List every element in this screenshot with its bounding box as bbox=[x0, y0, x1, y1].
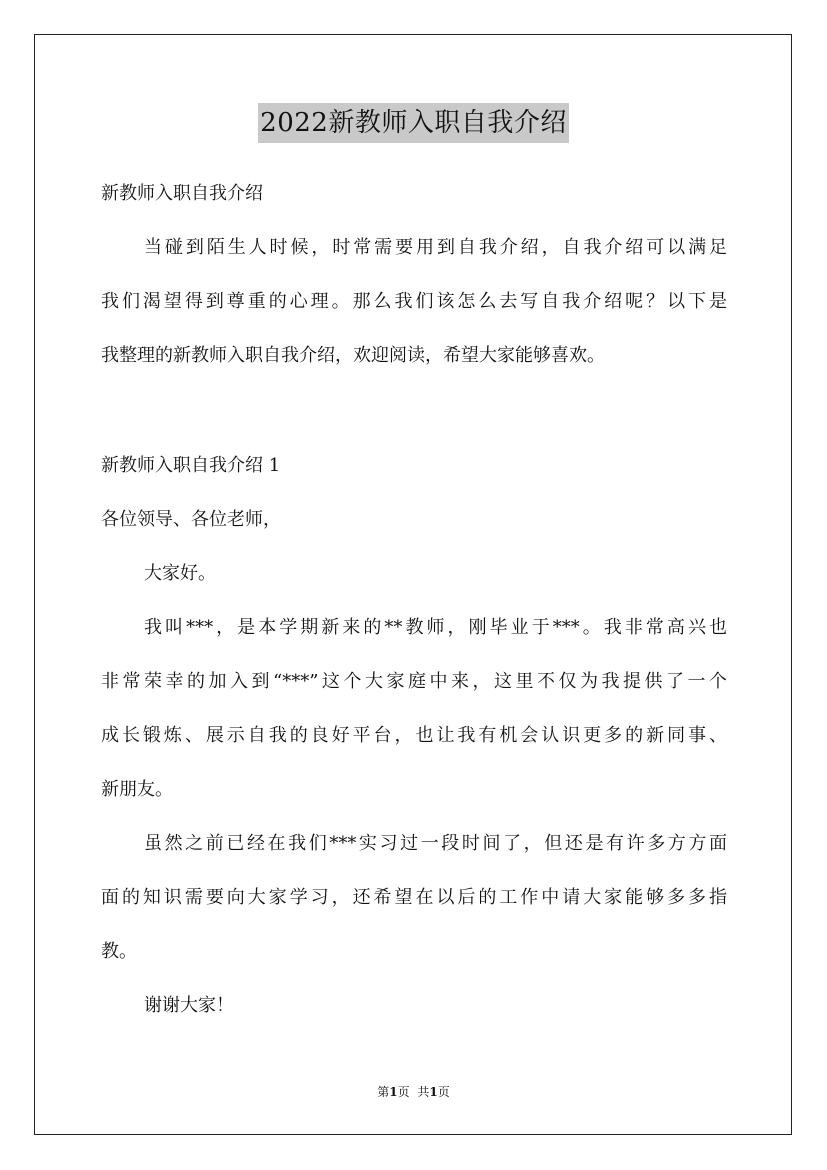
para1-line-1: 我叫***，是本学期新来的**教师，刚毕业于***。我非常高兴也 bbox=[144, 617, 727, 638]
para2-line-1: 虽然之前已经在我们***实习过一段时间了，但还是有许多方方面 bbox=[144, 833, 727, 854]
intro-heading: 新教师入职自我介绍 bbox=[101, 183, 263, 204]
para1-line-3: 成长锻炼、展示自我的良好平台，也让我有机会认识更多的新同事、 bbox=[101, 725, 727, 746]
footer-total-number: 1 bbox=[429, 1085, 438, 1099]
footer-total-prefix: 共 bbox=[417, 1085, 430, 1099]
intro-line-3: 我整理的新教师入职自我介绍，欢迎阅读，希望大家能够喜欢。 bbox=[101, 345, 605, 366]
footer-page-suffix: 页 bbox=[397, 1085, 410, 1099]
para2-line-2: 面的知识需要向大家学习，还希望在以后的工作中请大家能够多多指 bbox=[101, 887, 727, 908]
footer-total-suffix: 页 bbox=[437, 1085, 450, 1099]
document-title: 2022新教师入职自我介绍 bbox=[258, 103, 569, 143]
para2-line-3: 教。 bbox=[101, 941, 137, 962]
title-container bbox=[0, 103, 827, 143]
para1-line-2: 非常荣幸的加入到“***”这个大家庭中来，这里不仅为我提供了一个 bbox=[101, 671, 727, 692]
footer-page-number: 1 bbox=[389, 1085, 398, 1099]
intro-line-1: 当碰到陌生人时候，时常需要用到自我介绍，自我介绍可以满足 bbox=[144, 237, 727, 258]
hello-line: 大家好。 bbox=[144, 563, 216, 584]
footer-page-prefix: 第 bbox=[377, 1085, 390, 1099]
section-heading: 新教师入职自我介绍 1 bbox=[101, 455, 281, 476]
closing-line: 谢谢大家！ bbox=[144, 995, 234, 1016]
intro-line-2: 我们渴望得到尊重的心理。那么我们该怎么去写自我介绍呢？以下是 bbox=[101, 291, 727, 312]
page-footer bbox=[0, 1083, 827, 1101]
para1-line-4: 新朋友。 bbox=[101, 779, 173, 800]
greeting-line: 各位领导、各位老师， bbox=[101, 509, 281, 530]
